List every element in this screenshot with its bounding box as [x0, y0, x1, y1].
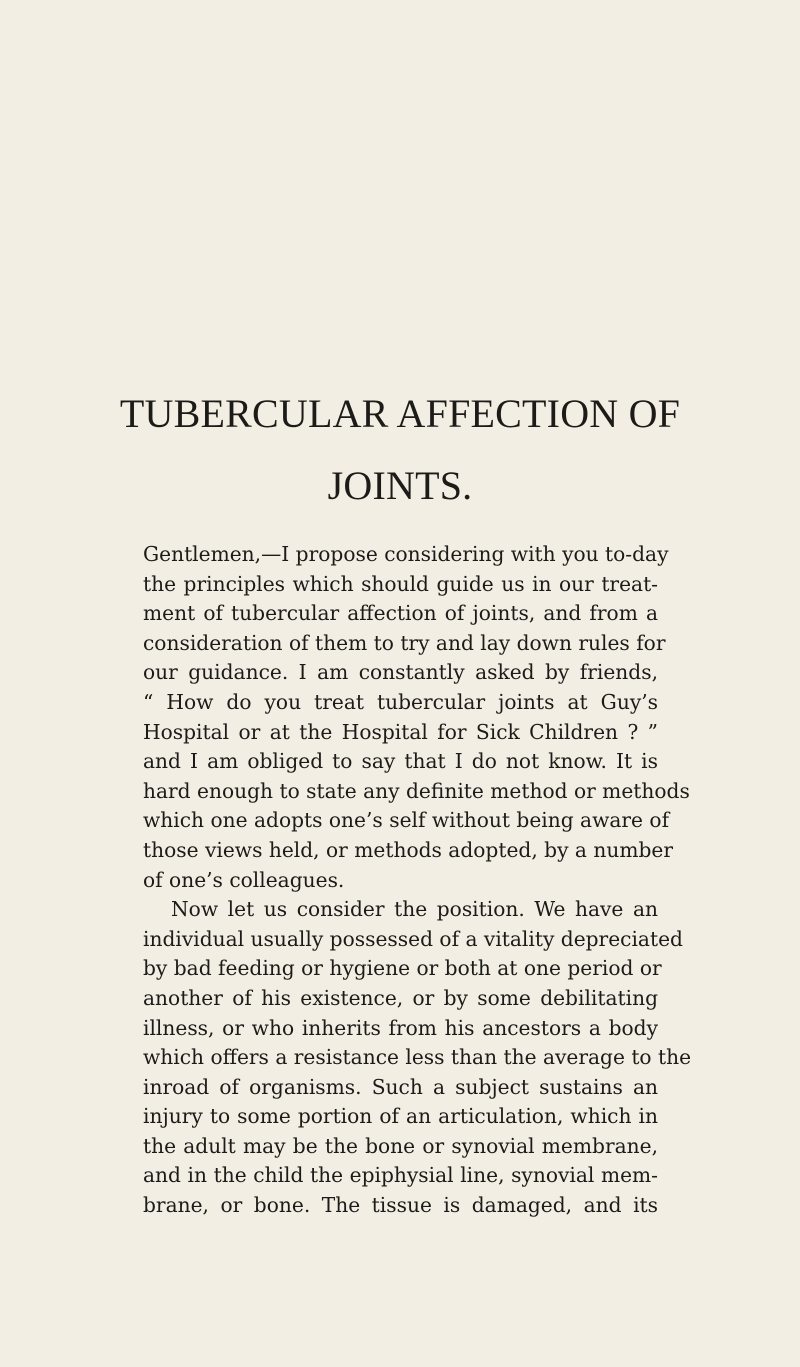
- text-line: individual usually possessed of a vitality depreciated: [143, 926, 683, 951]
- text-line: another of his existence, or by some debilitating: [143, 985, 658, 1010]
- text-line: brane, or bone. The tissue is damaged, and its: [143, 1193, 658, 1218]
- text-line: and in the child the epiphysial line, synovial mem-: [143, 1163, 658, 1188]
- text-line: hard enough to state any definite method or methods: [143, 778, 690, 803]
- text-line: Hospital or at the Hospital for Sick Children ? ”: [143, 719, 658, 744]
- text-line: and I am obliged to say that I do not know. It is: [143, 749, 658, 774]
- chapter-title-continued: JOINTS.: [327, 463, 473, 508]
- text-line: inroad of organisms. Such a subject sustains an: [143, 1074, 658, 1099]
- body-text: [143, 540, 692, 1221]
- text-line: illness, or who inherits from his ancestors a body: [143, 1015, 658, 1040]
- text-line: the adult may be the bone or synovial membrane,: [143, 1133, 658, 1158]
- text-line: injury to some portion of an articulation, which in: [143, 1104, 658, 1129]
- text-line: Gentlemen,—I propose considering with you to-day: [143, 542, 669, 566]
- text-line: which offers a resistance less than the average to the: [143, 1045, 692, 1070]
- text-line: which one adopts one’s self without being aware of: [143, 808, 670, 833]
- text-line: ment of tubercular affection of joints, and from a: [143, 601, 658, 626]
- text-line: the principles which should guide us in our treat-: [143, 571, 658, 596]
- text-line: by bad feeding or hygiene or both at one period or: [143, 956, 662, 981]
- text-line: our guidance. I am constantly asked by friends,: [143, 660, 658, 685]
- chapter-title: TUBERCULAR AFFECTION OF: [119, 391, 681, 436]
- text-line: those views held, or methods adopted, by a number: [143, 837, 674, 862]
- text-line: of one’s colleagues.: [143, 867, 345, 892]
- text-line: consideration of them to try and lay down rules for: [143, 630, 666, 655]
- text-line: Now let us consider the position. We have an: [171, 897, 658, 922]
- text-line: “ How do you treat tubercular joints at Guy’s: [143, 689, 658, 714]
